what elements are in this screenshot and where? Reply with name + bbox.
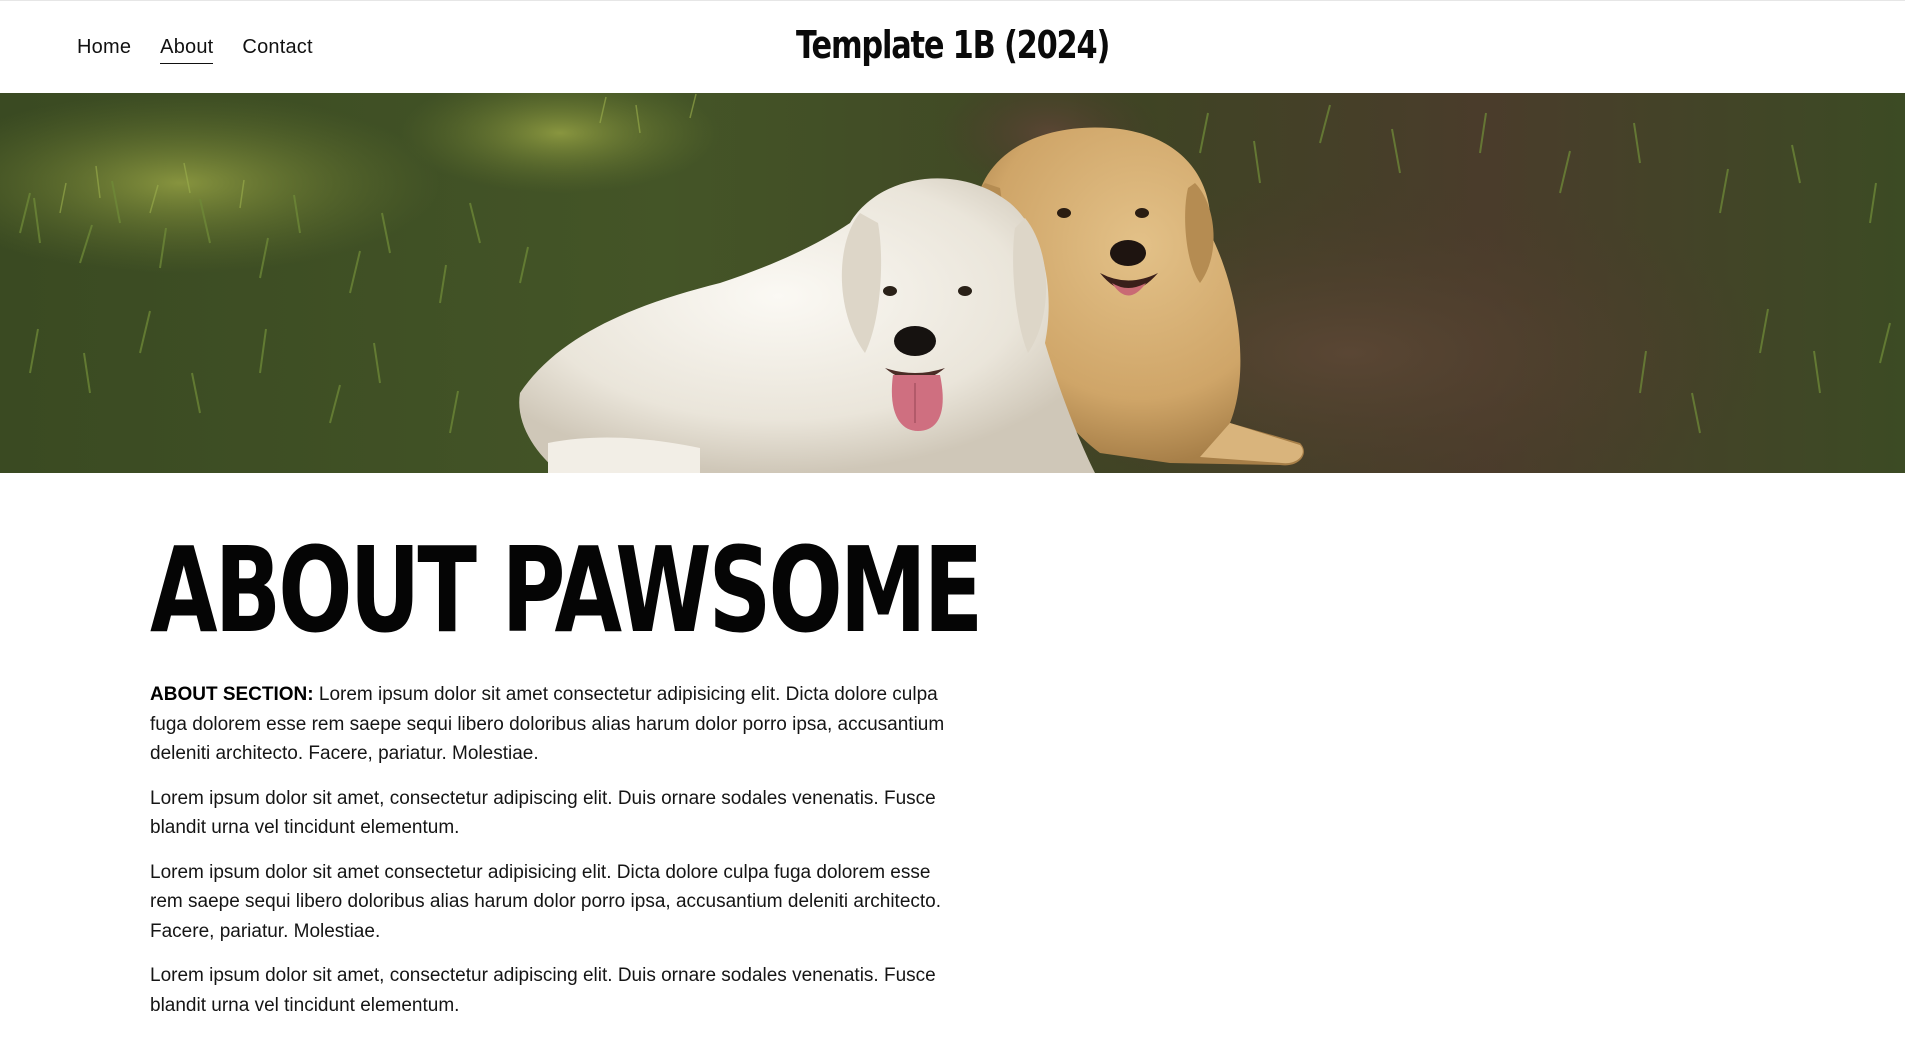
- hero-dogs-image: [0, 93, 1905, 473]
- about-lead-text: Lorem ipsum dolor sit amet consectetur adipisicing elit. Dicta dolore culpa fuga dolorem esse rem saepe sequi libero doloribus alias harum dolor porro ipsa, accusantium deleniti architecto. Facere, pariatur. Molestiae.: [150, 684, 945, 764]
- hero-banner: [0, 93, 1905, 473]
- about-paragraph: Lorem ipsum dolor sit amet, consectetur adipiscing elit. Duis ornare sodales venenatis. Fusce blandit urna vel tincidunt elementum.: [150, 787, 936, 838]
- site-header: [0, 1, 1905, 93]
- nav-about-link[interactable]: About: [160, 35, 213, 64]
- about-lead-paragraph: [150, 680, 950, 769]
- about-heading: ABOUT PAWSOME: [150, 521, 981, 659]
- site-title: Template 1B (2024): [796, 23, 1110, 67]
- nav-home-link[interactable]: Home: [77, 36, 132, 58]
- nav-contact-link[interactable]: Contact: [242, 36, 313, 58]
- about-lead-label: ABOUT SECTION:: [150, 684, 314, 705]
- about-paragraph: Lorem ipsum dolor sit amet consectetur adipisicing elit. Dicta dolore culpa fuga dolorem esse rem saepe sequi libero doloribus alias harum dolor porro ipsa, accusantium deleniti architecto. Facere, pariatur. Molestiae.: [150, 861, 942, 942]
- about-section: [150, 521, 981, 1035]
- about-text: [150, 680, 950, 1020]
- about-paragraph: Lorem ipsum dolor sit amet, consectetur adipiscing elit. Duis ornare sodales venenatis. Fusce blandit urna vel tincidunt elementum.: [150, 965, 936, 1016]
